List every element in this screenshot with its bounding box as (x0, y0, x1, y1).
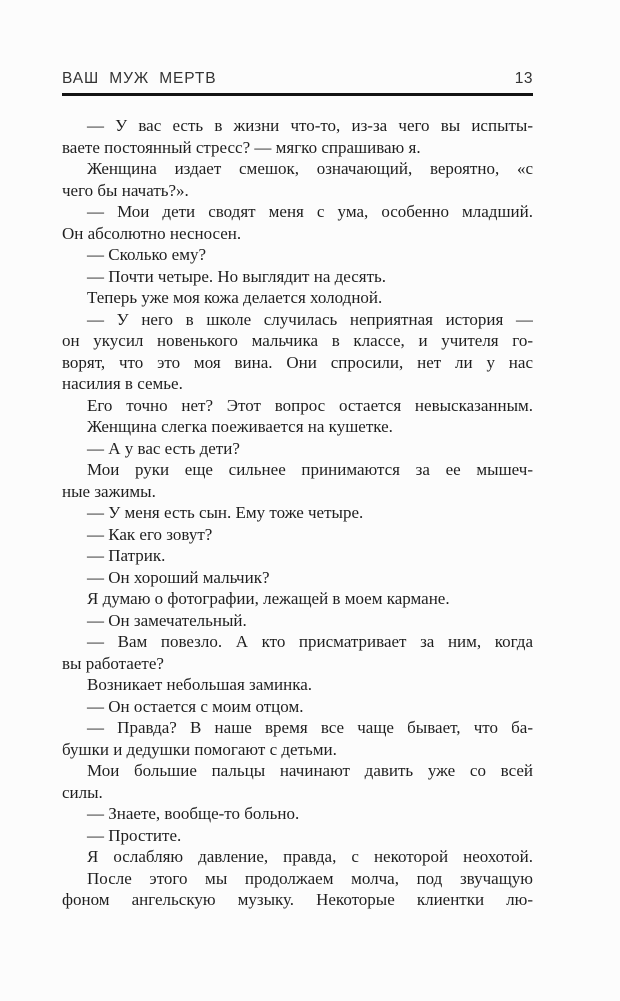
text-line: ные зажимы. (62, 481, 156, 501)
text-line: Его точно нет? Этот вопрос остается невысказанным. (87, 395, 533, 415)
text-line: Возникает небольшая заминка. (87, 675, 313, 694)
text-line: — Он хороший мальчик? (87, 567, 270, 587)
text-line: Он абсолютно несносен. (62, 223, 242, 243)
text-line: — Как его зовут? (87, 524, 213, 544)
text-line: Женщина издает смешок, означающий, вероятно, «с (87, 159, 533, 178)
text-line: Я думаю о фотографии, лежащей в моем кармане. (87, 589, 450, 608)
text-line: силы. (62, 782, 103, 802)
page-number: 13 (514, 70, 533, 87)
text-line: — Почти четыре. Но выглядит на десять. (87, 266, 387, 286)
text-line: — Он замечательный. (87, 610, 247, 630)
text-line: вы работаете? (62, 653, 164, 673)
text-line: — Простите. (87, 825, 182, 845)
text-line: Мои большие пальцы начинают давить уже со всей (87, 761, 533, 780)
text-line: — Мои дети сводят меня с ума, особенно младший. (87, 202, 533, 221)
text-line: Я ослабляю давление, правда, с некоторой неохотой. (87, 847, 533, 866)
page-header (62, 70, 533, 87)
text-line: — Сколько ему? (87, 245, 206, 264)
text-line: Мои руки еще сильнее принимаются за ее мышеч- (87, 460, 533, 479)
text-line: он укусил новенького мальчика в классе, и учителя го- (62, 331, 533, 350)
text-line: Теперь уже моя кожа делается холодной. (87, 288, 383, 307)
text-line: чего бы начать?». (62, 180, 189, 200)
text-line: — У меня есть сын. Ему тоже четыре. (87, 503, 364, 522)
text-line: — Патрик. (87, 546, 166, 565)
text-line: насилия в семье. (62, 374, 183, 393)
text-line: ворят, что это моя вина. Они спросили, нет ли у нас (62, 352, 533, 372)
text-line: фоном ангельскую музыку. Некоторые клиентки лю- (62, 890, 533, 909)
text-line: — У вас есть в жизни что-то, из-за чего вы испыты- (87, 116, 533, 135)
running-title: ВАШ МУЖ МЕРТВ (62, 70, 217, 87)
text-line: — Вам повезло. А кто присматривает за ним, когда (87, 632, 533, 651)
text-line: После этого мы продолжаем молча, под звучащую (87, 868, 533, 888)
text-line: — Правда? В наше время все чаще бывает, что ба- (87, 718, 533, 737)
text-line: ваете постоянный стресс? — мягко спрашиваю я. (62, 137, 421, 157)
text-line: — Знаете, вообще-то больно. (87, 804, 300, 823)
text-line: — А у вас есть дети? (87, 438, 240, 458)
text-line: Женщина слегка поеживается на кушетке. (87, 417, 393, 436)
header-rule (62, 93, 533, 96)
text-line: — Он остается с моим отцом. (87, 696, 304, 716)
text-line: бушки и дедушки помогают с детьми. (62, 739, 337, 759)
text-line: — У него в школе случилась неприятная история — (87, 309, 533, 329)
page-text (62, 115, 533, 911)
